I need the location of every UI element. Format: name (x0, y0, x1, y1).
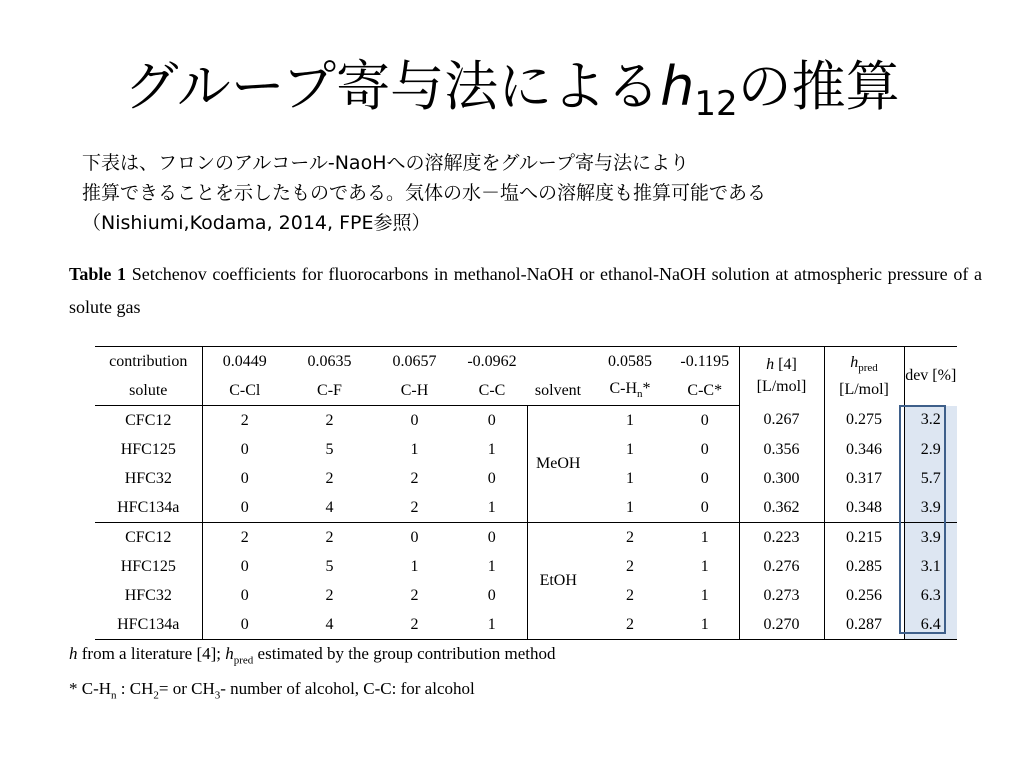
count-cell: 2 (626, 557, 634, 575)
hpred-header: $h_{pred}$ [L/mol] (824, 347, 904, 406)
footnote-chn: * $C-H_n$ : $CH_2=$ or $CH_3-$ number of alcohol, C-C: for alcohol (69, 679, 475, 702)
count-cell: 0 (410, 411, 419, 429)
contribution-value: -0.1195 (671, 347, 739, 377)
count-cell: 0 (372, 523, 457, 553)
solvent-contribution-blank (527, 347, 589, 377)
slide-title (0, 52, 1024, 122)
h-cell: 0.362 (739, 493, 824, 523)
count-cell: 0 (671, 406, 739, 436)
h-cell: 0.300 (739, 464, 824, 493)
count-cell: 2 (410, 469, 419, 487)
contribution-value: 0.0585 (589, 347, 671, 377)
dev-cell: 3.9 (904, 493, 957, 523)
setchenov-table (95, 346, 957, 640)
count-cell: 1 (487, 440, 496, 458)
intro-line-1: 下表は、フロンのアルコール-NaoHへの溶解度をグループ寄与法により (82, 152, 689, 174)
table-row (95, 610, 957, 640)
count-cell: 1 (671, 610, 739, 640)
dev-cell: 5.7 (904, 464, 957, 493)
solute-cell: HFC32 (95, 581, 202, 610)
intro-line-3: （Nishiumi,Kodama, 2014, FPE参照） (82, 212, 431, 234)
count-cell: 2 (325, 586, 334, 604)
h-cell: 0.273 (739, 581, 824, 610)
count-cell: 0 (240, 440, 249, 458)
hpred-cell: 0.285 (824, 552, 904, 581)
title-h-subscript: 12 (694, 84, 738, 124)
group-cc-alcohol: C-C* (671, 376, 739, 406)
count-cell: 0 (202, 610, 287, 640)
count-cell: 2 (325, 411, 334, 429)
count-cell: 1 (626, 498, 634, 516)
title-h-symbol: h (660, 55, 695, 118)
count-cell: 2 (202, 523, 287, 553)
count-cell: 2 (589, 610, 671, 640)
group-cf: C-F (287, 376, 372, 406)
count-cell: 0 (671, 493, 739, 523)
count-cell: 0 (487, 586, 496, 604)
intro-text (82, 148, 1002, 238)
count-cell: 2 (325, 469, 334, 487)
count-cell: 0 (487, 469, 496, 487)
count-cell: 0 (240, 557, 249, 575)
count-cell: 1 (487, 498, 496, 516)
count-cell: 5 (325, 557, 334, 575)
solvent-cell-meoh: MeOH (527, 406, 589, 523)
count-cell: 2 (240, 411, 249, 429)
hpred-cell: 0.287 (824, 610, 904, 640)
count-cell: 1 (457, 610, 527, 640)
hpred-cell: 0.346 (824, 435, 904, 464)
solute-cell: HFC134a (95, 610, 202, 640)
table-caption (69, 258, 982, 324)
solute-label: solute (95, 376, 202, 406)
count-cell: 2 (287, 523, 372, 553)
count-cell: 1 (626, 411, 634, 429)
table-row (95, 406, 957, 436)
solvent-cell-etoh: EtOH (527, 523, 589, 640)
h-cell: 0.223 (739, 523, 824, 553)
count-cell: 4 (325, 498, 334, 516)
count-cell: 1 (410, 557, 419, 575)
count-cell: 2 (372, 610, 457, 640)
dev-cell: 6.4 (904, 610, 957, 640)
dev-cell: 3.9 (904, 523, 957, 553)
count-cell: 0 (487, 411, 496, 429)
h-cell: 0.356 (739, 435, 824, 464)
count-cell: 0 (671, 464, 739, 493)
group-chn: $C-H_n*$ (589, 376, 671, 406)
count-cell: 1 (671, 581, 739, 610)
solvent-label: solvent (527, 376, 589, 406)
table-row (95, 435, 957, 464)
contribution-value: 0.0635 (287, 347, 372, 377)
dev-header: dev [%] (904, 347, 957, 406)
count-cell: 4 (287, 610, 372, 640)
hpred-cell: 0.275 (824, 406, 904, 436)
intro-line-2: 推算できることを示したものである。気体の水－塩への溶解度も推算可能である (82, 182, 767, 204)
count-cell: 1 (671, 523, 739, 553)
count-cell: 2 (589, 523, 671, 553)
table-row (95, 493, 957, 523)
dev-cell: 2.9 (904, 435, 957, 464)
contribution-value: 0.0449 (202, 347, 287, 377)
contribution-value: 0.0657 (372, 347, 457, 377)
h-header: h [4] [L/mol] (739, 347, 824, 406)
count-cell: 2 (626, 586, 634, 604)
hpred-cell: 0.256 (824, 581, 904, 610)
h-cell: 0.270 (739, 610, 824, 640)
count-cell: 1 (671, 552, 739, 581)
count-cell: 1 (626, 469, 634, 487)
dev-cell: 6.3 (904, 581, 957, 610)
caption-label: Table 1 (69, 264, 127, 284)
count-cell: 0 (240, 586, 249, 604)
table-row (95, 552, 957, 581)
table-row (95, 464, 957, 493)
title-main: グループ寄与法による (124, 55, 661, 118)
group-ccl: C-Cl (202, 376, 287, 406)
hpred-cell: 0.317 (824, 464, 904, 493)
count-cell: 5 (325, 440, 334, 458)
table-row (95, 523, 957, 553)
count-cell: 0 (240, 469, 249, 487)
dev-cell: 3.2 (904, 406, 957, 436)
hpred-cell: 0.348 (824, 493, 904, 523)
solute-cell: CFC12 (95, 523, 202, 553)
count-cell: 1 (626, 440, 634, 458)
solute-cell: HFC32 (95, 464, 202, 493)
count-cell: 2 (410, 586, 419, 604)
count-cell: 0 (671, 435, 739, 464)
count-cell: 0 (457, 523, 527, 553)
group-ch: C-H (372, 376, 457, 406)
group-cc: C-C (457, 376, 527, 406)
solute-cell: CFC12 (95, 406, 202, 436)
solute-cell: HFC125 (95, 552, 202, 581)
title-tail: の推算 (737, 55, 900, 118)
count-cell: 0 (240, 498, 249, 516)
caption-text: Setchenov coefficients for fluorocarbons in methanol-NaOH or ethanol-NaOH solution at atmospheric pressure of a solute gas (69, 264, 982, 317)
solute-cell: HFC134a (95, 493, 202, 523)
solute-cell: HFC125 (95, 435, 202, 464)
table-row (95, 581, 957, 610)
count-cell: 1 (410, 440, 419, 458)
count-cell: 2 (410, 498, 419, 516)
dev-cell: 3.1 (904, 552, 957, 581)
h-cell: 0.276 (739, 552, 824, 581)
contribution-value: -0.0962 (457, 347, 527, 377)
count-cell: 1 (487, 557, 496, 575)
contribution-label: contribution (95, 347, 202, 377)
footnote-h: h from a literature [4]; $h_{pred}$ estimated by the group contribution method (69, 644, 556, 667)
h-cell: 0.267 (739, 406, 824, 436)
hpred-cell: 0.215 (824, 523, 904, 553)
